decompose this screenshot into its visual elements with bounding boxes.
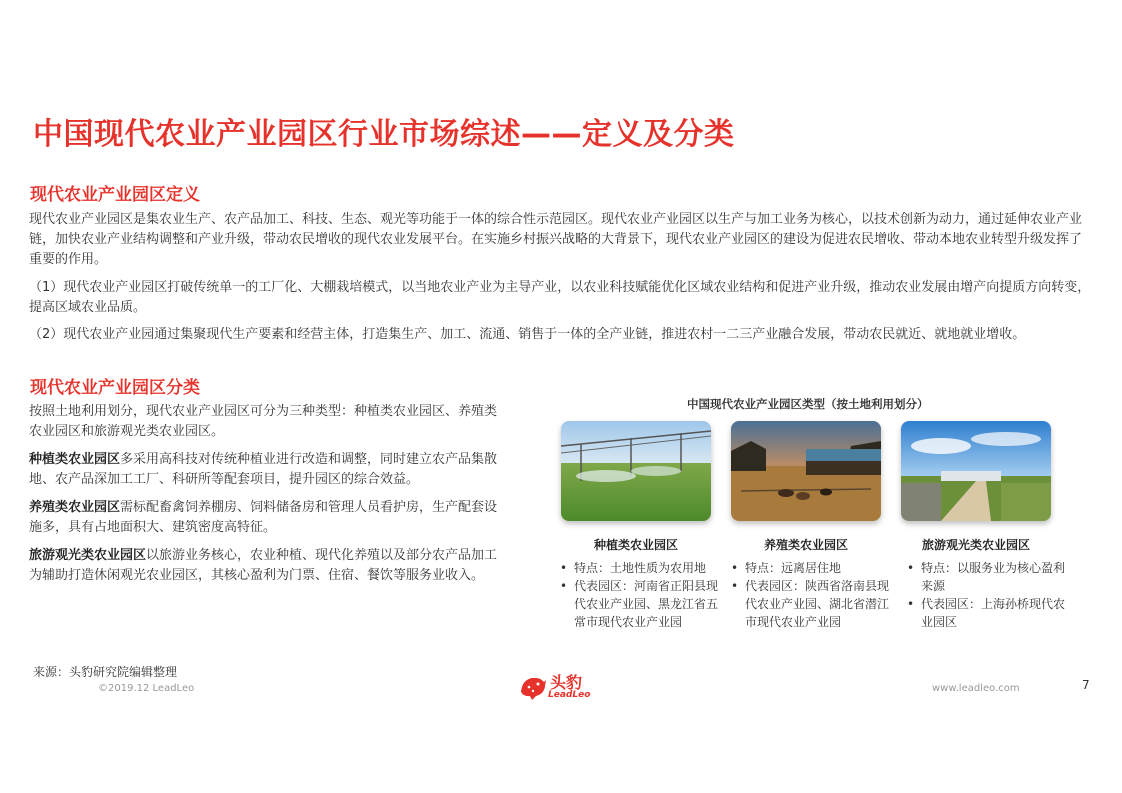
bullet-item: • 代表园区：陕西省洛南县现代农业产业园、湖北省潜江市现代农业产业园 — [727, 577, 890, 631]
planting-caption: 种植类农业园区 — [593, 538, 678, 552]
classification-body — [29, 402, 499, 594]
figure-title: 中国现代农业产业园区类型（按土地利用划分） — [687, 397, 929, 411]
item-label: 养殖类农业园区 — [29, 500, 121, 515]
classification-heading: 现代农业产业园区分类 — [30, 378, 200, 398]
bullet-item: • 特点：土地性质为农用地 — [556, 559, 719, 577]
leadleo-logo — [518, 668, 608, 706]
classification-item-breeding — [29, 498, 499, 538]
item-text: 以旅游业务核心，农业种植、现代化养殖以及部分农产品加工为辅助打造休闲观光农业园区，其核心盈利为门票、住宿、餐饮等服务业收入。 — [29, 548, 498, 583]
planting-bullets — [556, 559, 719, 631]
item-label: 旅游观光类农业园区 — [29, 548, 147, 563]
definition-intro: 现代农业产业园区是集农业生产、农产品加工、科技、生态、观光等功能于一体的综合性示范园区。现代农业产业园区以生产与加工业务为核心，以技术创新为动力，通过延伸农业产业链，加快农业产业结构调整和产业升级，带动农民增收的现代农业发展平台。在实施乡村振兴战略的大背景下，现代农业产业园区的建设为促进农民增收、带动本地农业转型升级发挥了重要的作用。 — [29, 212, 1083, 267]
bullet-item: • 特点：远离居住地 — [727, 559, 890, 577]
logo-text-en: LeadLeo — [548, 690, 591, 700]
logo-text-cn: 头豹 — [550, 673, 583, 692]
tourism-caption: 旅游观光类农业园区 — [921, 538, 1030, 552]
classification-intro: 按照土地利用划分，现代农业产业园区可分为三种类型：种植类农业园区、养殖类农业园区和旅游观光类农业园区。 — [29, 404, 498, 439]
page-number: 7 — [1082, 678, 1090, 692]
website-url[interactable]: www.leadleo.com — [932, 683, 1020, 694]
tourism-park-photo — [901, 421, 1051, 521]
page-title: 中国现代农业产业园区行业市场综述——定义及分类 — [33, 117, 735, 152]
item-text: 需标配畜禽饲养棚房、饲料储备房和管理人员看护房，生产配套设施多，具有占地面积大、建筑密度高特征。 — [29, 500, 498, 535]
source-note: 来源：头豹研究院编辑整理 — [33, 665, 178, 679]
bullet-item: • 代表园区：河南省正阳县现代农业产业园、黑龙江省五常市现代农业产业园 — [556, 577, 719, 631]
classification-item-tourism — [29, 546, 499, 586]
tourism-bullets — [903, 559, 1068, 631]
definition-heading: 现代农业产业园区定义 — [30, 185, 200, 205]
bullet-item: • 代表园区：上海孙桥现代农业园区 — [903, 595, 1068, 631]
copyright: ©2019.12 LeadLeo — [98, 683, 195, 694]
classification-item-planting — [29, 450, 499, 490]
definition-point-2: （2）现代农业产业园通过集聚现代生产要素和经营主体，打造集生产、加工、流通、销售于一体的全产业链，推进农村一二三产业融合发展，带动农民就近、就地就业增收。 — [29, 327, 1026, 342]
item-text: 多采用高科技对传统种植业进行改造和调整，同时建立农产品集散地、农产品深加工工厂、科研所等配套项目，提升园区的综合效益。 — [29, 452, 498, 487]
breeding-caption: 养殖类农业园区 — [763, 538, 848, 552]
bullet-item: • 特点：以服务业为核心盈利来源 — [903, 559, 1068, 595]
item-label: 种植类农业园区 — [29, 452, 121, 467]
breeding-bullets — [727, 559, 890, 631]
breeding-park-photo — [731, 421, 881, 521]
leopard-icon — [518, 672, 548, 702]
planting-park-photo — [561, 421, 711, 521]
definition-point-1: （1）现代农业产业园区打破传统单一的工厂化、大棚栽培模式，以当地农业产业为主导产业，以农业科技赋能优化区域农业结构和促进产业升级，推动农业发展由增产向提质方向转变，提高区域农业品质。 — [29, 280, 1091, 315]
